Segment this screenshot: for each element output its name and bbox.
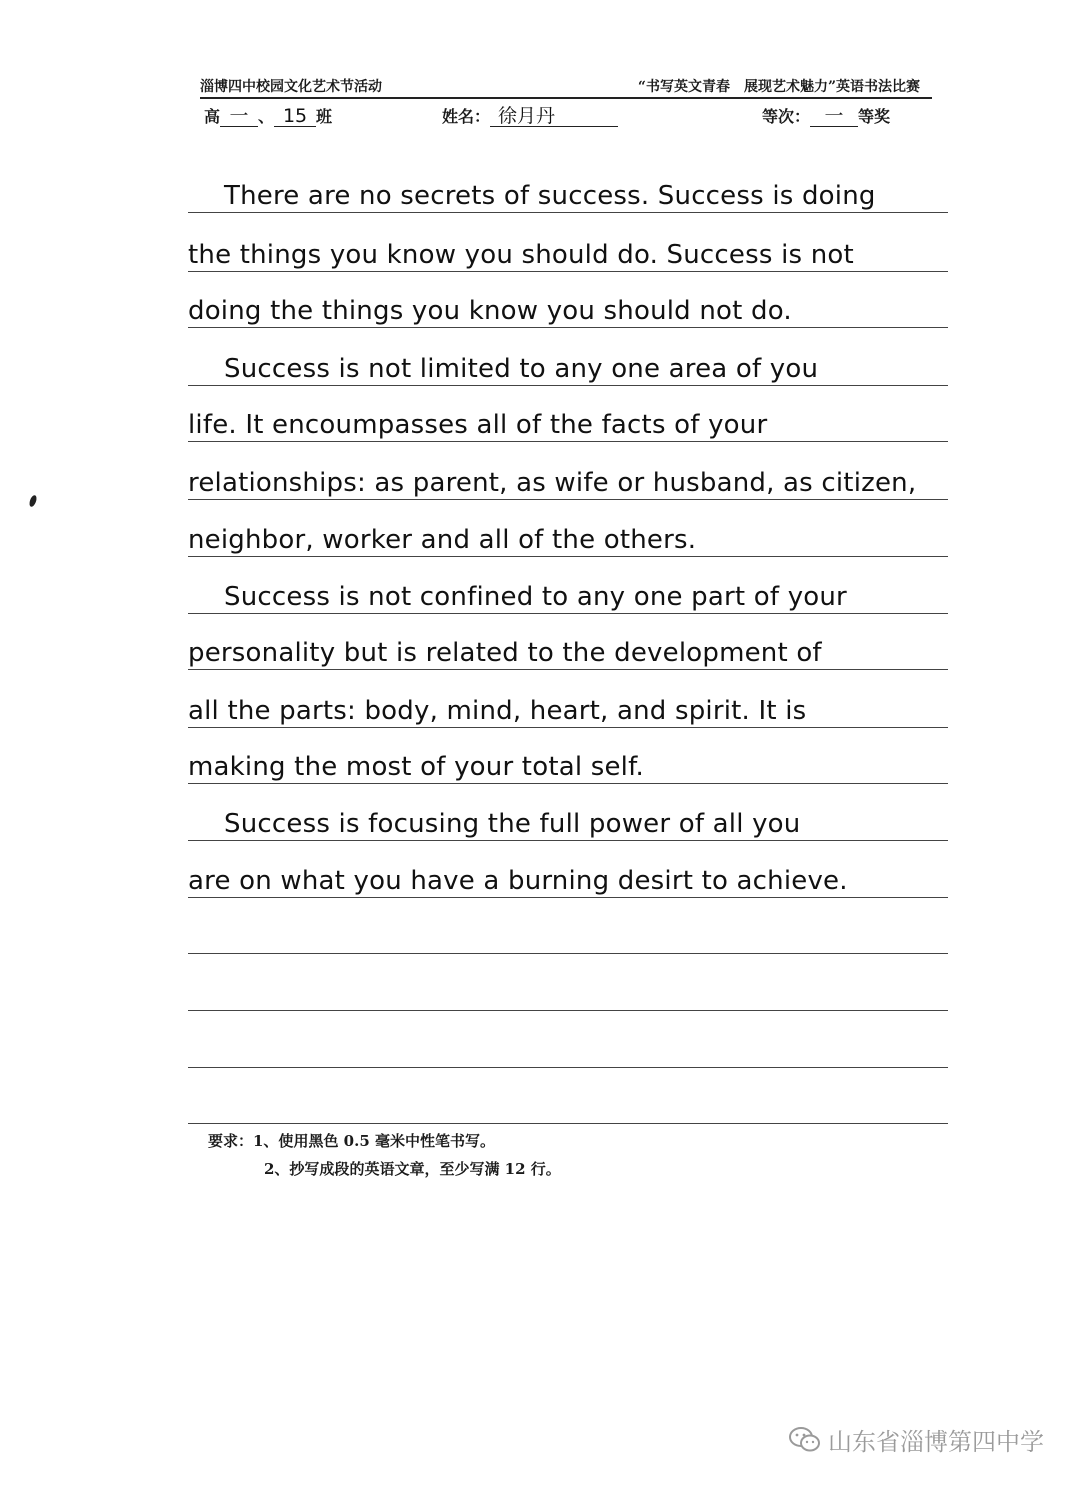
watermark-text: 山东省淄博第四中学 [828, 1428, 1044, 1456]
handwritten-text: life. It encoumpasses all of the facts of your [188, 410, 768, 440]
handwritten-text: making the most of your total self. [188, 752, 645, 782]
writing-line [188, 801, 948, 841]
wechat-icon [788, 1426, 822, 1454]
writing-line [188, 346, 948, 386]
class-value: 15 [274, 106, 316, 127]
activity-title: 淄博四中校园文化艺术节活动 [200, 79, 382, 95]
name-value: 徐月丹 [490, 106, 618, 127]
writing-line [188, 744, 948, 784]
writing-line [188, 1084, 948, 1124]
handwritten-text: personality but is related to the development of [188, 638, 822, 668]
rank-value: 一 [810, 106, 858, 127]
watermark [788, 1422, 1044, 1457]
contest-title: “书写英文青春 展现艺术魅力”英语书法比赛 [637, 79, 920, 95]
handwritten-text: neighbor, worker and all of the others. [188, 525, 697, 555]
handwritten-text: the things you know you should do. Success is not [188, 240, 854, 270]
grade-prefix: 高 [204, 107, 221, 126]
writing-line [188, 630, 948, 670]
writing-line [188, 288, 948, 328]
writing-line [188, 460, 948, 500]
handwritten-text: doing the things you know you should not do. [188, 296, 792, 326]
handwritten-text: Success is not confined to any one part of your [224, 582, 847, 612]
writing-line [188, 402, 948, 442]
requirement-1: 要求：1、使用黑色 0.5 毫米中性笔书写。 [208, 1132, 495, 1150]
writing-line [188, 914, 948, 954]
writing-line [188, 517, 948, 557]
handwritten-text: relationships: as parent, as wife or husband, as citizen, [188, 468, 917, 498]
handwritten-text: all the parts: body, mind, heart, and spirit. It is [188, 696, 807, 726]
writing-line [188, 574, 948, 614]
writing-line [188, 1028, 948, 1068]
writing-line [188, 971, 948, 1011]
handwritten-text: Success is focusing the full power of all you [224, 809, 801, 839]
grade-value: 一 [220, 106, 258, 127]
writing-line [188, 173, 948, 213]
separator: 、 [258, 107, 275, 126]
rank-label: 等次： [762, 107, 811, 126]
name-label: 姓名： [442, 107, 491, 126]
handwritten-text: There are no secrets of success. Success is doing [224, 181, 876, 211]
requirement-2: 2、抄写成段的英语文章，至少写满 12 行。 [264, 1160, 561, 1178]
handwritten-text: are on what you have a burning desirt to achieve. [188, 866, 848, 896]
handwritten-text: Success is not limited to any one area of you [224, 354, 819, 384]
writing-line [188, 858, 948, 898]
rank-suffix: 等奖 [858, 107, 891, 126]
class-suffix: 班 [316, 107, 333, 126]
writing-line [188, 232, 948, 272]
writing-line [188, 688, 948, 728]
